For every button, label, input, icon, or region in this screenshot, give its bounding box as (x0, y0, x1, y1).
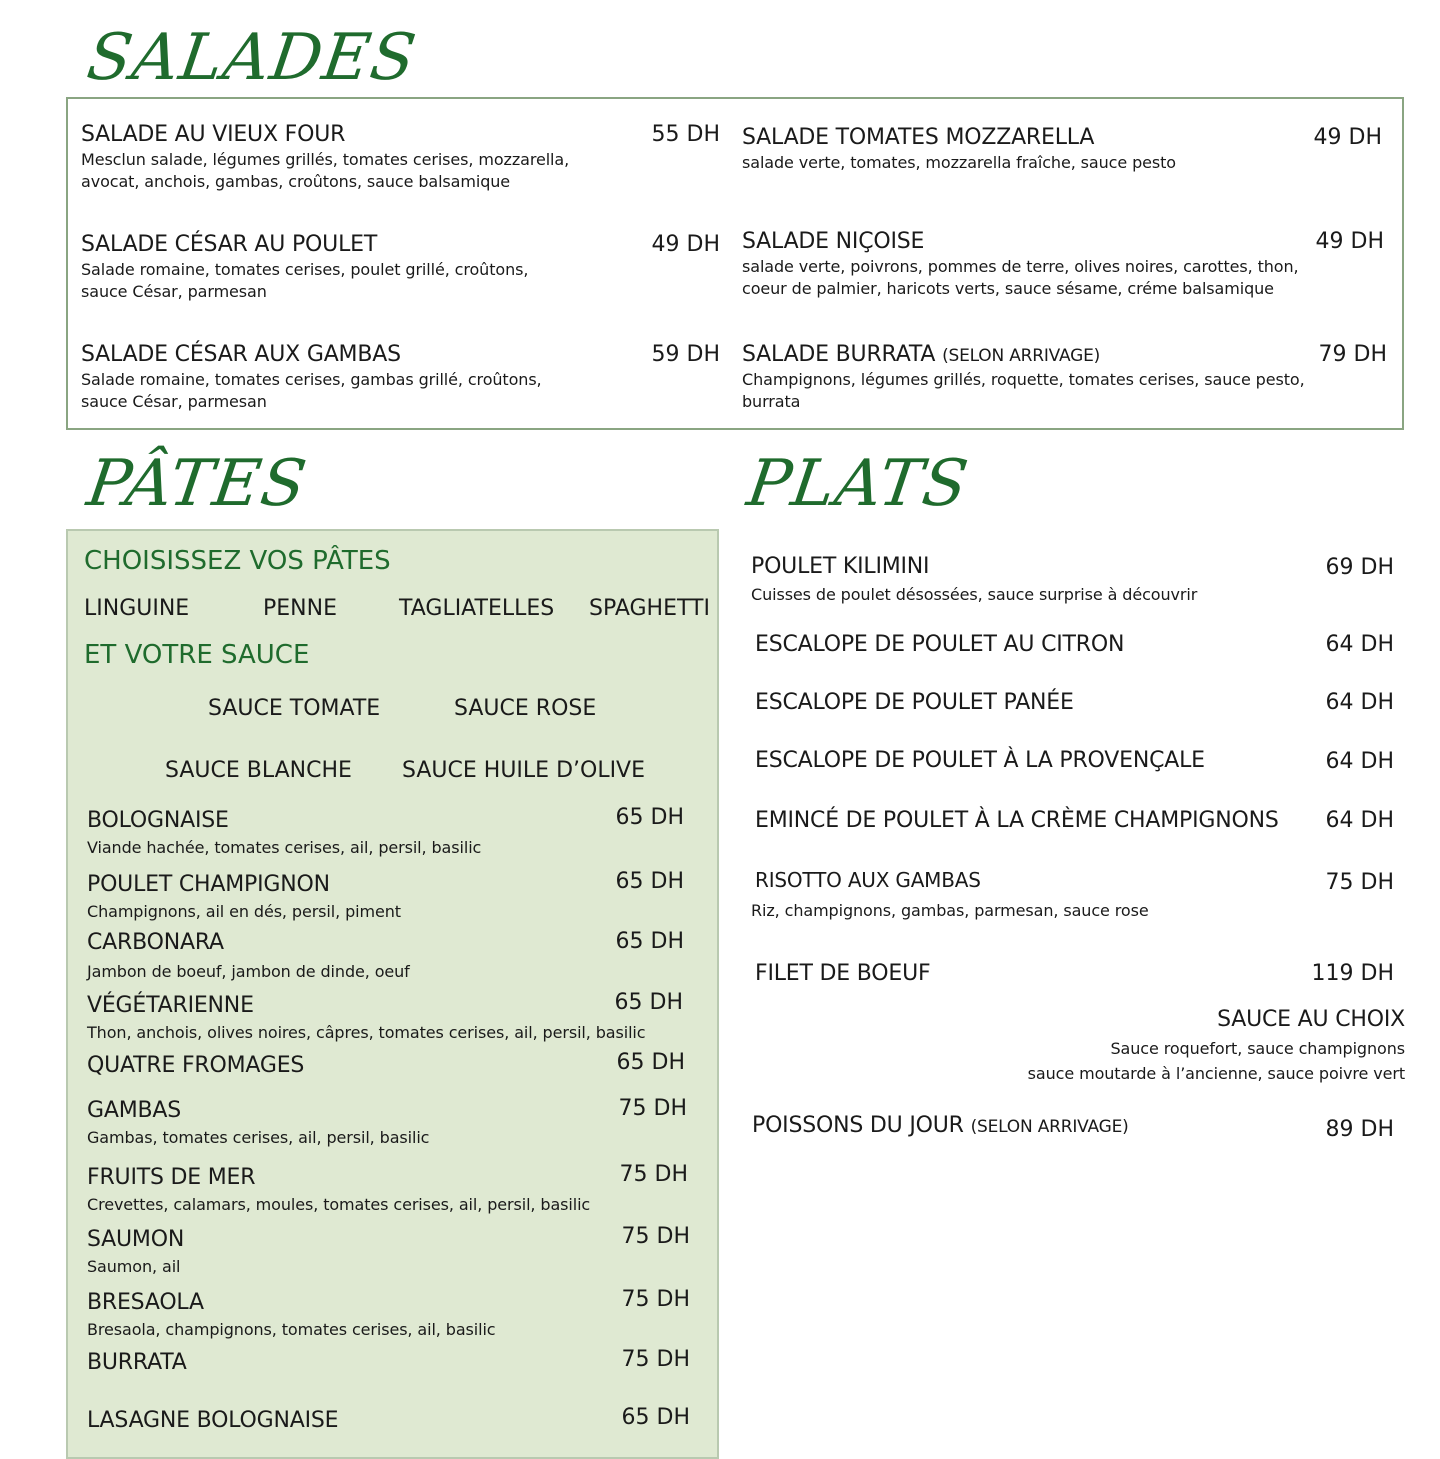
salade-name: SALADE CÉSAR AUX GAMBAS (81, 342, 401, 367)
salade-name: SALADE TOMATES MOZZARELLA (742, 125, 1095, 150)
plat-price: 75 DH (1325, 870, 1394, 895)
sauce-heading: ET VOTRE SAUCE (84, 640, 310, 670)
plat-name: ESCALOPE DE POULET À LA PROVENÇALE (755, 748, 1205, 773)
pasta-price: 75 DH (621, 1347, 690, 1372)
plat-price: 64 DH (1325, 690, 1394, 715)
pasta-desc: Viande hachée, tomates cerises, ail, persil, basilic (87, 838, 482, 857)
pasta-desc: Saumon, ail (87, 1257, 181, 1276)
pasta-name: LASAGNE BOLOGNAISE (87, 1408, 339, 1433)
choose-pasta-heading: CHOISISSEZ VOS PÂTES (84, 546, 391, 576)
plat-name: POULET KILIMINI (751, 554, 930, 579)
salade-price: 55 DH (651, 122, 720, 147)
salade-price: 49 DH (1315, 229, 1384, 254)
pasta-name: SAUMON (87, 1227, 185, 1252)
pasta-desc: Gambas, tomates cerises, ail, persil, basilic (87, 1128, 430, 1147)
pasta-price: 65 DH (615, 869, 684, 894)
plat-price: 64 DH (1325, 808, 1394, 833)
pasta-option: LINGUINE (84, 596, 190, 621)
pasta-option: PENNE (263, 596, 337, 621)
salade-price: 49 DH (1313, 125, 1382, 150)
plat-price: 89 DH (1325, 1117, 1394, 1142)
pasta-price: 75 DH (618, 1096, 687, 1121)
plat-price: 64 DH (1325, 749, 1394, 774)
pasta-desc: Bresaola, champignons, tomates cerises, ail, basilic (87, 1320, 496, 1339)
pasta-desc: Thon, anchois, olives noires, câpres, tomates cerises, ail, persil, basilic (87, 1023, 646, 1042)
pasta-name: BOLOGNAISE (87, 808, 229, 833)
sauce-option: SAUCE ROSE (454, 696, 597, 721)
pasta-desc: Champignons, ail en dés, persil, piment (87, 902, 401, 921)
plat-name: FILET DE BOEUF (755, 961, 931, 986)
plat-name-text: POISSONS DU JOUR (752, 1113, 964, 1138)
plat-price: 64 DH (1325, 632, 1394, 657)
pasta-name: FRUITS DE MER (87, 1165, 256, 1190)
pasta-price: 65 DH (616, 1050, 685, 1075)
salade-name: SALADE NIÇOISE (742, 229, 925, 254)
pasta-name: POULET CHAMPIGNON (87, 872, 330, 897)
pasta-price: 75 DH (621, 1287, 690, 1312)
salade-name: SALADE CÉSAR AU POULET (81, 232, 378, 257)
pasta-name: GAMBAS (87, 1098, 181, 1123)
pasta-option: SPAGHETTI (589, 596, 710, 621)
pasta-name: CARBONARA (87, 930, 224, 955)
salade-price: 59 DH (651, 342, 720, 367)
sauce-option: SAUCE HUILE D’OLIVE (402, 758, 646, 783)
pasta-price: 65 DH (614, 990, 683, 1015)
pasta-desc: Crevettes, calamars, moules, tomates cerises, ail, persil, basilic (87, 1195, 591, 1214)
pasta-option: TAGLIATELLES (399, 596, 555, 621)
pasta-price: 65 DH (621, 1405, 690, 1430)
salade-desc: sauce César, parmesan (81, 392, 267, 411)
sauce-choice-line: sauce moutarde à l’ancienne, sauce poivre vert (1027, 1064, 1405, 1083)
salade-note: (SELON ARRIVAGE) (942, 346, 1101, 366)
plat-price: 69 DH (1325, 555, 1394, 580)
pasta-price: 75 DH (619, 1162, 688, 1187)
salade-desc: salade verte, tomates, mozzarella fraîche, sauce pesto (742, 153, 1176, 172)
salade-desc: avocat, anchois, gambas, croûtons, sauce balsamique (81, 172, 511, 191)
salade-desc: sauce César, parmesan (81, 282, 267, 301)
plat-note: (SELON ARRIVAGE) (970, 1117, 1129, 1137)
salade-price: 79 DH (1318, 342, 1387, 367)
salade-desc: Mesclun salade, légumes grillés, tomates cerises, mozzarella, (81, 150, 570, 169)
pasta-name: VÉGÉTARIENNE (87, 993, 254, 1018)
plat-price: 119 DH (1311, 961, 1394, 986)
sauce-option: SAUCE BLANCHE (165, 758, 352, 783)
pates-title: PÂTES (82, 447, 312, 521)
salade-name: SALADE AU VIEUX FOUR (81, 122, 346, 147)
salade-desc: Salade romaine, tomates cerises, poulet grillé, croûtons, (81, 260, 529, 279)
salades-title: SALADES (82, 21, 421, 95)
salade-name (742, 342, 1100, 367)
plat-name: RISOTTO AUX GAMBAS (755, 868, 981, 892)
plat-desc: Cuisses de poulet désossées, sauce surprise à découvrir (751, 585, 1198, 604)
pasta-name: QUATRE FROMAGES (87, 1053, 305, 1078)
pasta-price: 65 DH (615, 805, 684, 830)
salade-name-text: SALADE BURRATA (742, 342, 936, 367)
salade-desc: salade verte, poivrons, pommes de terre, olives noires, carottes, thon, (742, 257, 1299, 276)
salade-desc: burrata (742, 392, 801, 411)
plat-name: EMINCÉ DE POULET À LA CRÈME CHAMPIGNONS (755, 808, 1279, 833)
salade-desc: Salade romaine, tomates cerises, gambas grillé, croûtons, (81, 370, 542, 389)
pasta-price: 65 DH (615, 929, 684, 954)
plat-desc: Riz, champignons, gambas, parmesan, sauce rose (751, 901, 1149, 920)
salade-price: 49 DH (651, 232, 720, 257)
sauce-choice-heading: SAUCE AU CHOIX (1217, 1007, 1405, 1032)
salade-desc: coeur de palmier, haricots verts, sauce sésame, créme balsamique (742, 279, 1274, 298)
plats-title: PLATS (742, 447, 974, 521)
plat-name: ESCALOPE DE POULET AU CITRON (755, 632, 1125, 657)
pasta-desc: Jambon de boeuf, jambon de dinde, oeuf (87, 962, 410, 981)
pasta-name: BRESAOLA (87, 1290, 204, 1315)
plat-name (752, 1113, 1129, 1138)
pasta-price: 75 DH (621, 1224, 690, 1249)
sauce-option: SAUCE TOMATE (208, 696, 381, 721)
pasta-name: BURRATA (87, 1350, 187, 1375)
sauce-choice-line: Sauce roquefort, sauce champignons (1110, 1039, 1405, 1058)
salade-desc: Champignons, légumes grillés, roquette, tomates cerises, sauce pesto, (742, 370, 1305, 389)
plat-name: ESCALOPE DE POULET PANÉE (755, 690, 1074, 715)
